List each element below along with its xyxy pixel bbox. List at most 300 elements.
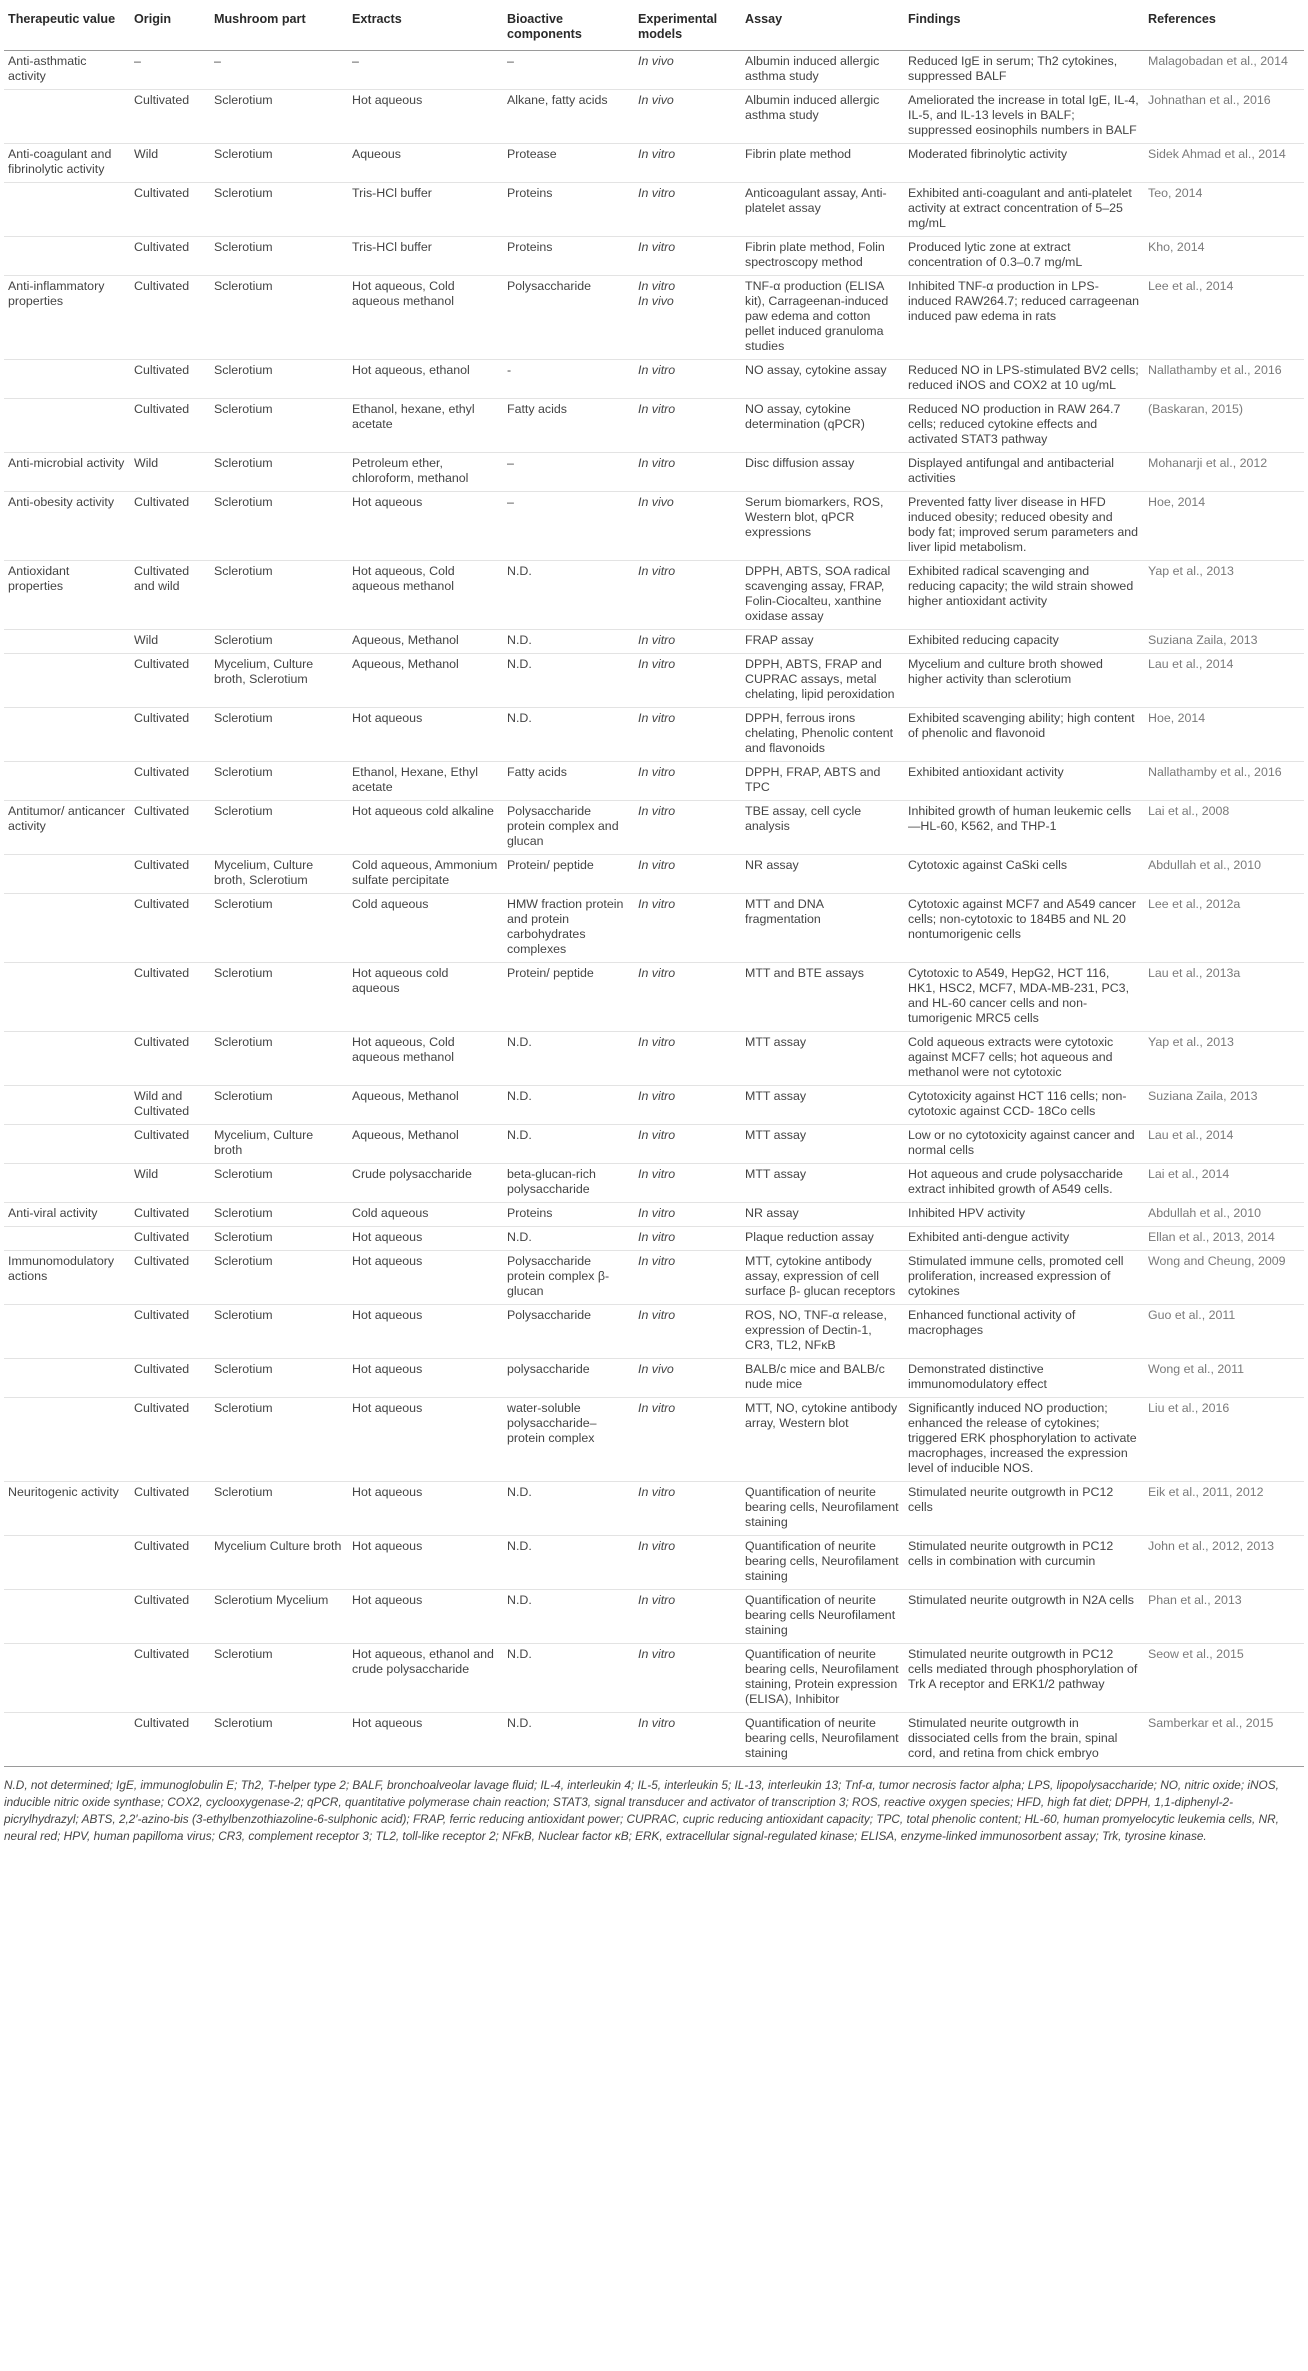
cell-findings: Produced lytic zone at extract concentration of 0.3–0.7 mg/mL (904, 237, 1144, 276)
cell-mushroom-part: Sclerotium (210, 399, 348, 453)
cell-reference: Phan et al., 2013 (1144, 1590, 1304, 1644)
cell-assay: NR assay (741, 855, 904, 894)
cell-findings: Demonstrated distinctive immunomodulatory effect (904, 1359, 1144, 1398)
cell-extracts: Hot aqueous (348, 1227, 503, 1251)
cell-experimental-model: In vitro In vivo (634, 276, 741, 360)
cell-assay: MTT, NO, cytokine antibody array, Western blot (741, 1398, 904, 1482)
table-row (4, 1251, 1304, 1305)
header-mushroom-part: Mushroom part (210, 8, 348, 51)
cell-experimental-model: In vitro (634, 1251, 741, 1305)
cell-extracts: Hot aqueous (348, 1305, 503, 1359)
table-row (4, 801, 1304, 855)
cell-therapeutic-value (4, 1590, 130, 1644)
cell-experimental-model: In vitro (634, 1398, 741, 1482)
cell-mushroom-part: Sclerotium (210, 237, 348, 276)
cell-findings: Stimulated neurite outgrowth in dissociated cells from the brain, spinal cord, and retina from chick embryo (904, 1713, 1144, 1767)
cell-assay: Albumin induced allergic asthma study (741, 90, 904, 144)
cell-extracts: Hot aqueous, Cold aqueous methanol (348, 276, 503, 360)
cell-mushroom-part: Sclerotium (210, 561, 348, 630)
cell-findings: Cytotoxic against MCF7 and A549 cancer cells; non-cytotoxic to 184B5 and NL 20 nontumorigenic cells (904, 894, 1144, 963)
cell-experimental-model: In vitro (634, 360, 741, 399)
cell-therapeutic-value: Anti-microbial activity (4, 453, 130, 492)
cell-extracts: Cold aqueous (348, 1203, 503, 1227)
cell-extracts: Aqueous, Methanol (348, 1125, 503, 1164)
cell-extracts: Hot aqueous, Cold aqueous methanol (348, 1032, 503, 1086)
cell-findings: Exhibited reducing capacity (904, 630, 1144, 654)
cell-bioactive-components: Proteins (503, 183, 634, 237)
cell-therapeutic-value: Anti-inflammatory properties (4, 276, 130, 360)
cell-assay: Quantification of neurite bearing cells, Neurofilament staining (741, 1482, 904, 1536)
cell-origin: Wild (130, 144, 210, 183)
cell-bioactive-components: Protein/ peptide (503, 963, 634, 1032)
table-row (4, 1359, 1304, 1398)
cell-origin: Cultivated (130, 1644, 210, 1713)
cell-origin: Wild and Cultivated (130, 1086, 210, 1125)
cell-origin: Cultivated (130, 1032, 210, 1086)
cell-reference: Nallathamby et al., 2016 (1144, 360, 1304, 399)
cell-experimental-model: In vitro (634, 801, 741, 855)
cell-bioactive-components: Protease (503, 144, 634, 183)
cell-mushroom-part: Sclerotium (210, 1251, 348, 1305)
cell-origin: – (130, 51, 210, 90)
cell-mushroom-part: Mycelium Culture broth (210, 1536, 348, 1590)
cell-experimental-model: In vivo (634, 51, 741, 90)
cell-extracts: Aqueous (348, 144, 503, 183)
cell-mushroom-part: Sclerotium (210, 1086, 348, 1125)
cell-mushroom-part: Sclerotium (210, 708, 348, 762)
cell-extracts: Ethanol, Hexane, Ethyl acetate (348, 762, 503, 801)
cell-therapeutic-value (4, 1227, 130, 1251)
cell-extracts: Hot aqueous (348, 1251, 503, 1305)
cell-origin: Cultivated (130, 90, 210, 144)
table-row (4, 1227, 1304, 1251)
cell-mushroom-part: Sclerotium Mycelium (210, 1590, 348, 1644)
cell-therapeutic-value: Anti-obesity activity (4, 492, 130, 561)
cell-findings: Significantly induced NO production; enhanced the release of cytokines; triggered ERK phosphorylation to activate macrophages, increased the expression level of inducible NOS. (904, 1398, 1144, 1482)
cell-reference: Lau et al., 2013a (1144, 963, 1304, 1032)
cell-extracts: Hot aqueous (348, 1359, 503, 1398)
cell-mushroom-part: Sclerotium (210, 453, 348, 492)
cell-reference: Suziana Zaila, 2013 (1144, 1086, 1304, 1125)
table-body (4, 51, 1304, 1767)
cell-origin: Cultivated (130, 399, 210, 453)
cell-origin: Cultivated (130, 1482, 210, 1536)
cell-mushroom-part: Sclerotium (210, 1398, 348, 1482)
cell-mushroom-part: Sclerotium (210, 144, 348, 183)
cell-bioactive-components: N.D. (503, 1536, 634, 1590)
cell-origin: Cultivated (130, 237, 210, 276)
table-row (4, 654, 1304, 708)
cell-reference: Abdullah et al., 2010 (1144, 1203, 1304, 1227)
table-row (4, 1713, 1304, 1767)
cell-mushroom-part: Sclerotium (210, 1203, 348, 1227)
cell-therapeutic-value (4, 183, 130, 237)
cell-experimental-model: In vitro (634, 1086, 741, 1125)
cell-bioactive-components: N.D. (503, 1086, 634, 1125)
cell-extracts: Tris-HCl buffer (348, 237, 503, 276)
cell-assay: FRAP assay (741, 630, 904, 654)
cell-experimental-model: In vitro (634, 183, 741, 237)
cell-assay: MTT and BTE assays (741, 963, 904, 1032)
cell-bioactive-components: N.D. (503, 1590, 634, 1644)
cell-bioactive-components: N.D. (503, 1125, 634, 1164)
cell-extracts: Hot aqueous (348, 90, 503, 144)
cell-therapeutic-value (4, 1125, 130, 1164)
cell-reference: Lai et al., 2008 (1144, 801, 1304, 855)
cell-mushroom-part: Sclerotium (210, 1644, 348, 1713)
cell-reference: Hoe, 2014 (1144, 492, 1304, 561)
cell-findings: Cytotoxicity against HCT 116 cells; non-cytotoxic against CCD- 18Co cells (904, 1086, 1144, 1125)
cell-mushroom-part: Sclerotium (210, 1164, 348, 1203)
cell-findings: Reduced NO in LPS-stimulated BV2 cells; reduced iNOS and COX2 at 10 ug/mL (904, 360, 1144, 399)
cell-bioactive-components: Polysaccharide (503, 1305, 634, 1359)
table-row (4, 855, 1304, 894)
header-origin: Origin (130, 8, 210, 51)
cell-therapeutic-value (4, 762, 130, 801)
cell-extracts: Hot aqueous, ethanol (348, 360, 503, 399)
table-row (4, 360, 1304, 399)
cell-findings: Prevented fatty liver disease in HFD induced obesity; reduced obesity and body fat; improved serum parameters and liver lipid metabolism. (904, 492, 1144, 561)
cell-extracts: Hot aqueous cold alkaline (348, 801, 503, 855)
cell-assay: Albumin induced allergic asthma study (741, 51, 904, 90)
cell-bioactive-components: – (503, 453, 634, 492)
cell-mushroom-part: Sclerotium (210, 183, 348, 237)
cell-findings: Mycelium and culture broth showed higher activity than sclerotium (904, 654, 1144, 708)
cell-bioactive-components: Fatty acids (503, 762, 634, 801)
cell-experimental-model: In vitro (634, 1203, 741, 1227)
cell-origin: Cultivated (130, 1590, 210, 1644)
cell-therapeutic-value: Anti-asthmatic activity (4, 51, 130, 90)
cell-therapeutic-value (4, 1086, 130, 1125)
cell-mushroom-part: Mycelium, Culture broth, Sclerotium (210, 654, 348, 708)
cell-assay: Quantification of neurite bearing cells Neurofilament staining (741, 1590, 904, 1644)
cell-reference: Nallathamby et al., 2016 (1144, 762, 1304, 801)
cell-therapeutic-value: Anti-coagulant and fibrinolytic activity (4, 144, 130, 183)
cell-extracts: Hot aqueous (348, 708, 503, 762)
cell-origin: Cultivated (130, 855, 210, 894)
table-row (4, 90, 1304, 144)
cell-reference: Eik et al., 2011, 2012 (1144, 1482, 1304, 1536)
cell-assay: MTT assay (741, 1086, 904, 1125)
cell-bioactive-components: Proteins (503, 1203, 634, 1227)
cell-experimental-model: In vitro (634, 561, 741, 630)
cell-origin: Cultivated (130, 183, 210, 237)
cell-reference: (Baskaran, 2015) (1144, 399, 1304, 453)
cell-experimental-model: In vitro (634, 1590, 741, 1644)
cell-origin: Cultivated (130, 1251, 210, 1305)
cell-origin: Cultivated (130, 1359, 210, 1398)
cell-mushroom-part: Sclerotium (210, 492, 348, 561)
table-row (4, 1398, 1304, 1482)
header-assay: Assay (741, 8, 904, 51)
cell-reference: Teo, 2014 (1144, 183, 1304, 237)
table-row (4, 1305, 1304, 1359)
cell-bioactive-components: HMW fraction protein and protein carbohydrates complexes (503, 894, 634, 963)
cell-origin: Cultivated (130, 963, 210, 1032)
table-row (4, 708, 1304, 762)
cell-experimental-model: In vivo (634, 1359, 741, 1398)
cell-experimental-model: In vitro (634, 894, 741, 963)
cell-extracts: Hot aqueous, Cold aqueous methanol (348, 561, 503, 630)
cell-reference: Lee et al., 2012a (1144, 894, 1304, 963)
cell-mushroom-part: Sclerotium (210, 276, 348, 360)
cell-reference: Yap et al., 2013 (1144, 1032, 1304, 1086)
cell-bioactive-components: N.D. (503, 1713, 634, 1767)
cell-extracts: Hot aqueous, ethanol and crude polysaccharide (348, 1644, 503, 1713)
cell-mushroom-part: Mycelium, Culture broth (210, 1125, 348, 1164)
cell-bioactive-components: Polysaccharide protein complex β- glucan (503, 1251, 634, 1305)
cell-experimental-model: In vitro (634, 1164, 741, 1203)
cell-extracts: Tris-HCl buffer (348, 183, 503, 237)
cell-reference: Lai et al., 2014 (1144, 1164, 1304, 1203)
cell-therapeutic-value (4, 654, 130, 708)
cell-mushroom-part: – (210, 51, 348, 90)
table-row (4, 1482, 1304, 1536)
table-row (4, 51, 1304, 90)
cell-mushroom-part: Sclerotium (210, 1713, 348, 1767)
cell-therapeutic-value: Immunomodulatory actions (4, 1251, 130, 1305)
cell-therapeutic-value (4, 237, 130, 276)
cell-therapeutic-value (4, 1359, 130, 1398)
header-row (4, 8, 1304, 51)
cell-experimental-model: In vitro (634, 963, 741, 1032)
therapeutic-value-table (4, 8, 1304, 1767)
table-row (4, 894, 1304, 963)
cell-extracts: Hot aqueous (348, 1536, 503, 1590)
cell-extracts: Ethanol, hexane, ethyl acetate (348, 399, 503, 453)
cell-experimental-model: In vitro (634, 1536, 741, 1590)
cell-bioactive-components: N.D. (503, 1227, 634, 1251)
cell-experimental-model: In vitro (634, 144, 741, 183)
table-row (4, 453, 1304, 492)
cell-origin: Cultivated (130, 1536, 210, 1590)
cell-bioactive-components: N.D. (503, 1482, 634, 1536)
cell-assay: ROS, NO, TNF-α release, expression of Dectin-1, CR3, TL2, NFκB (741, 1305, 904, 1359)
cell-mushroom-part: Sclerotium (210, 1227, 348, 1251)
cell-experimental-model: In vitro (634, 399, 741, 453)
cell-mushroom-part: Sclerotium (210, 360, 348, 399)
cell-findings: Reduced NO production in RAW 264.7 cells; reduced cytokine effects and activated STAT3 pathway (904, 399, 1144, 453)
table-row (4, 630, 1304, 654)
cell-assay: Fibrin plate method (741, 144, 904, 183)
cell-reference: Wong et al., 2011 (1144, 1359, 1304, 1398)
cell-origin: Wild (130, 453, 210, 492)
header-bioactive-components: Bioactive components (503, 8, 634, 51)
cell-assay: MTT, cytokine antibody assay, expression of cell surface β- glucan receptors (741, 1251, 904, 1305)
cell-reference: John et al., 2012, 2013 (1144, 1536, 1304, 1590)
cell-origin: Cultivated (130, 1125, 210, 1164)
cell-mushroom-part: Sclerotium (210, 90, 348, 144)
cell-experimental-model: In vitro (634, 1305, 741, 1359)
cell-reference: Suziana Zaila, 2013 (1144, 630, 1304, 654)
cell-bioactive-components: N.D. (503, 654, 634, 708)
cell-experimental-model: In vitro (634, 1713, 741, 1767)
cell-assay: NO assay, cytokine assay (741, 360, 904, 399)
table-row (4, 762, 1304, 801)
cell-findings: Reduced IgE in serum; Th2 cytokines, suppressed BALF (904, 51, 1144, 90)
cell-findings: Inhibited growth of human leukemic cells—HL-60, K562, and THP-1 (904, 801, 1144, 855)
cell-findings: Cytotoxic against CaSki cells (904, 855, 1144, 894)
cell-reference: Wong and Cheung, 2009 (1144, 1251, 1304, 1305)
cell-extracts: Aqueous, Methanol (348, 630, 503, 654)
cell-extracts: – (348, 51, 503, 90)
cell-bioactive-components: Polysaccharide protein complex and glucan (503, 801, 634, 855)
cell-assay: TBE assay, cell cycle analysis (741, 801, 904, 855)
cell-assay: Anticoagulant assay, Anti-platelet assay (741, 183, 904, 237)
cell-assay: DPPH, ABTS, SOA radical scavenging assay, FRAP, Folin-Ciocalteu, xanthine oxidase assay (741, 561, 904, 630)
cell-findings: Moderated fibrinolytic activity (904, 144, 1144, 183)
cell-findings: Stimulated immune cells, promoted cell proliferation, increased expression of cytokines (904, 1251, 1144, 1305)
cell-reference: Kho, 2014 (1144, 237, 1304, 276)
table-footnote: N.D, not determined; IgE, immunoglobulin E; Th2, T-helper type 2; BALF, bronchoalveolar lavage fluid; IL-4, interleukin 4; IL-5, interleukin 5; IL-13, interleukin 13; Tnf-α, tumor necrosis factor alpha; LPS, lipopolysaccharide; NO, nitric oxide; iNOS, inducible nitric oxide synthase; COX2, cyclooxygenase-2; qPCR, quantitative polymerase chain reaction; STAT3, signal transducer and activator of transcription 3; ROS, reactive oxygen species; HFD, high fat diet; DPPH, 1,1-diphenyl-2-picrylhydrazyl; ABTS, 2,2′-azino-bis (3-ethylbenzothiazoline-6-sulphonic acid); FRAP, ferric reducing antioxidant power; CUPRAC, cupric reducing antioxidant capacity; TPC, total phenolic content; HL-60, human promyelocytic leukemia cells, NR, neural red; HPV, human papilloma virus; CR3, complement receptor 3; TL2, toll-like receptor 2; NFκB, Nuclear factor κB; ERK, extracellular signal-regulated kinase; ELISA, enzyme-linked immunosorbent assay; Trk, tyrosine kinase. (4, 1778, 1279, 1843)
cell-extracts: Hot aqueous (348, 1590, 503, 1644)
cell-reference: Lee et al., 2014 (1144, 276, 1304, 360)
cell-reference: Mohanarji et al., 2012 (1144, 453, 1304, 492)
table-row (4, 399, 1304, 453)
cell-extracts: Hot aqueous (348, 492, 503, 561)
cell-assay: DPPH, FRAP, ABTS and TPC (741, 762, 904, 801)
cell-reference: Seow et al., 2015 (1144, 1644, 1304, 1713)
table-row (4, 144, 1304, 183)
cell-experimental-model: In vitro (634, 708, 741, 762)
cell-therapeutic-value: Antitumor/ anticancer activity (4, 801, 130, 855)
cell-mushroom-part: Sclerotium (210, 1032, 348, 1086)
cell-bioactive-components: - (503, 360, 634, 399)
cell-therapeutic-value (4, 1644, 130, 1713)
cell-assay: MTT assay (741, 1164, 904, 1203)
cell-bioactive-components: N.D. (503, 708, 634, 762)
cell-experimental-model: In vitro (634, 762, 741, 801)
cell-findings: Stimulated neurite outgrowth in PC12 cells mediated through phosphorylation of Trk A receptor and ERK1/2 pathway (904, 1644, 1144, 1713)
cell-bioactive-components: Fatty acids (503, 399, 634, 453)
cell-origin: Cultivated and wild (130, 561, 210, 630)
cell-findings: Stimulated neurite outgrowth in N2A cells (904, 1590, 1144, 1644)
cell-assay: NO assay, cytokine determination (qPCR) (741, 399, 904, 453)
cell-extracts: Aqueous, Methanol (348, 654, 503, 708)
cell-origin: Cultivated (130, 708, 210, 762)
cell-therapeutic-value: Neuritogenic activity (4, 1482, 130, 1536)
cell-bioactive-components: N.D. (503, 561, 634, 630)
cell-experimental-model: In vitro (634, 654, 741, 708)
header-findings: Findings (904, 8, 1144, 51)
cell-assay: Plaque reduction assay (741, 1227, 904, 1251)
cell-bioactive-components: Proteins (503, 237, 634, 276)
cell-findings: Stimulated neurite outgrowth in PC12 cells in combination with curcumin (904, 1536, 1144, 1590)
cell-extracts: Hot aqueous (348, 1398, 503, 1482)
table-row (4, 1032, 1304, 1086)
cell-bioactive-components: water-soluble polysaccharide–protein complex (503, 1398, 634, 1482)
header-references: References (1144, 8, 1304, 51)
cell-bioactive-components: polysaccharide (503, 1359, 634, 1398)
cell-findings: Cytotoxic to A549, HepG2, HCT 116, HK1, HSC2, MCF7, MDA-MB-231, PC3, and HL-60 cancer cells and non-tumorigenic MRC5 cells (904, 963, 1144, 1032)
cell-assay: MTT and DNA fragmentation (741, 894, 904, 963)
cell-bioactive-components: – (503, 51, 634, 90)
cell-therapeutic-value (4, 1713, 130, 1767)
cell-extracts: Cold aqueous, Ammonium sulfate percipitate (348, 855, 503, 894)
cell-assay: DPPH, ABTS, FRAP and CUPRAC assays, metal chelating, lipid peroxidation (741, 654, 904, 708)
cell-extracts: Hot aqueous cold aqueous (348, 963, 503, 1032)
cell-experimental-model: In vitro (634, 1125, 741, 1164)
cell-assay: MTT assay (741, 1125, 904, 1164)
cell-mushroom-part: Sclerotium (210, 894, 348, 963)
cell-mushroom-part: Sclerotium (210, 1305, 348, 1359)
cell-assay: TNF-α production (ELISA kit), Carrageenan-induced paw edema and cotton pellet induced granuloma studies (741, 276, 904, 360)
header-extracts: Extracts (348, 8, 503, 51)
cell-findings: Ameliorated the increase in total IgE, IL-4, IL-5, and IL-13 levels in BALF; suppressed eosinophils numbers in BALF (904, 90, 1144, 144)
cell-assay: Quantification of neurite bearing cells, Neurofilament staining (741, 1713, 904, 1767)
cell-findings: Low or no cytotoxicity against cancer and normal cells (904, 1125, 1144, 1164)
cell-reference: Abdullah et al., 2010 (1144, 855, 1304, 894)
cell-reference: Johnathan et al., 2016 (1144, 90, 1304, 144)
table-row (4, 963, 1304, 1032)
cell-findings: Hot aqueous and crude polysaccharide extract inhibited growth of A549 cells. (904, 1164, 1144, 1203)
cell-therapeutic-value: Anti-viral activity (4, 1203, 130, 1227)
cell-origin: Cultivated (130, 1713, 210, 1767)
cell-therapeutic-value: Antioxidant properties (4, 561, 130, 630)
cell-extracts: Aqueous, Methanol (348, 1086, 503, 1125)
header-experimental-models: Experimental models (634, 8, 741, 51)
cell-assay: Disc diffusion assay (741, 453, 904, 492)
cell-reference: Liu et al., 2016 (1144, 1398, 1304, 1482)
table-row (4, 1125, 1304, 1164)
cell-findings: Cold aqueous extracts were cytotoxic against MCF7 cells; hot aqueous and methanol were not cytotoxic (904, 1032, 1144, 1086)
cell-extracts: Petroleum ether, chloroform, methanol (348, 453, 503, 492)
cell-bioactive-components: beta-glucan-rich polysaccharide (503, 1164, 634, 1203)
cell-experimental-model: In vitro (634, 630, 741, 654)
table-row (4, 1644, 1304, 1713)
cell-assay: MTT assay (741, 1032, 904, 1086)
cell-assay: Quantification of neurite bearing cells, Neurofilament staining, Protein expression (ELISA), Inhibitor (741, 1644, 904, 1713)
cell-findings: Stimulated neurite outgrowth in PC12 cells (904, 1482, 1144, 1536)
cell-therapeutic-value (4, 963, 130, 1032)
cell-therapeutic-value (4, 360, 130, 399)
cell-assay: BALB/c mice and BALB/c nude mice (741, 1359, 904, 1398)
cell-bioactive-components: – (503, 492, 634, 561)
cell-extracts: Crude polysaccharide (348, 1164, 503, 1203)
cell-origin: Wild (130, 1164, 210, 1203)
cell-experimental-model: In vitro (634, 237, 741, 276)
cell-findings: Enhanced functional activity of macrophages (904, 1305, 1144, 1359)
cell-assay: NR assay (741, 1203, 904, 1227)
table-row (4, 1164, 1304, 1203)
table-row (4, 492, 1304, 561)
cell-mushroom-part: Sclerotium (210, 630, 348, 654)
cell-extracts: Hot aqueous (348, 1713, 503, 1767)
cell-experimental-model: In vitro (634, 1032, 741, 1086)
cell-origin: Cultivated (130, 654, 210, 708)
cell-mushroom-part: Sclerotium (210, 963, 348, 1032)
cell-bioactive-components: Polysaccharide (503, 276, 634, 360)
cell-experimental-model: In vitro (634, 453, 741, 492)
cell-origin: Cultivated (130, 1227, 210, 1251)
cell-origin: Wild (130, 630, 210, 654)
cell-assay: Serum biomarkers, ROS, Western blot, qPCR expressions (741, 492, 904, 561)
cell-reference: Yap et al., 2013 (1144, 561, 1304, 630)
cell-experimental-model: In vitro (634, 1644, 741, 1713)
cell-findings: Inhibited TNF-α production in LPS-induced RAW264.7; reduced carrageenan induced paw edema in rats (904, 276, 1144, 360)
cell-origin: Cultivated (130, 762, 210, 801)
cell-findings: Exhibited scavenging ability; high content of phenolic and flavonoid (904, 708, 1144, 762)
cell-therapeutic-value (4, 1032, 130, 1086)
cell-mushroom-part: Sclerotium (210, 1482, 348, 1536)
cell-experimental-model: In vitro (634, 855, 741, 894)
cell-assay: Fibrin plate method, Folin spectroscopy method (741, 237, 904, 276)
cell-therapeutic-value (4, 90, 130, 144)
cell-origin: Cultivated (130, 360, 210, 399)
cell-mushroom-part: Sclerotium (210, 801, 348, 855)
cell-bioactive-components: Alkane, fatty acids (503, 90, 634, 144)
cell-reference: Hoe, 2014 (1144, 708, 1304, 762)
